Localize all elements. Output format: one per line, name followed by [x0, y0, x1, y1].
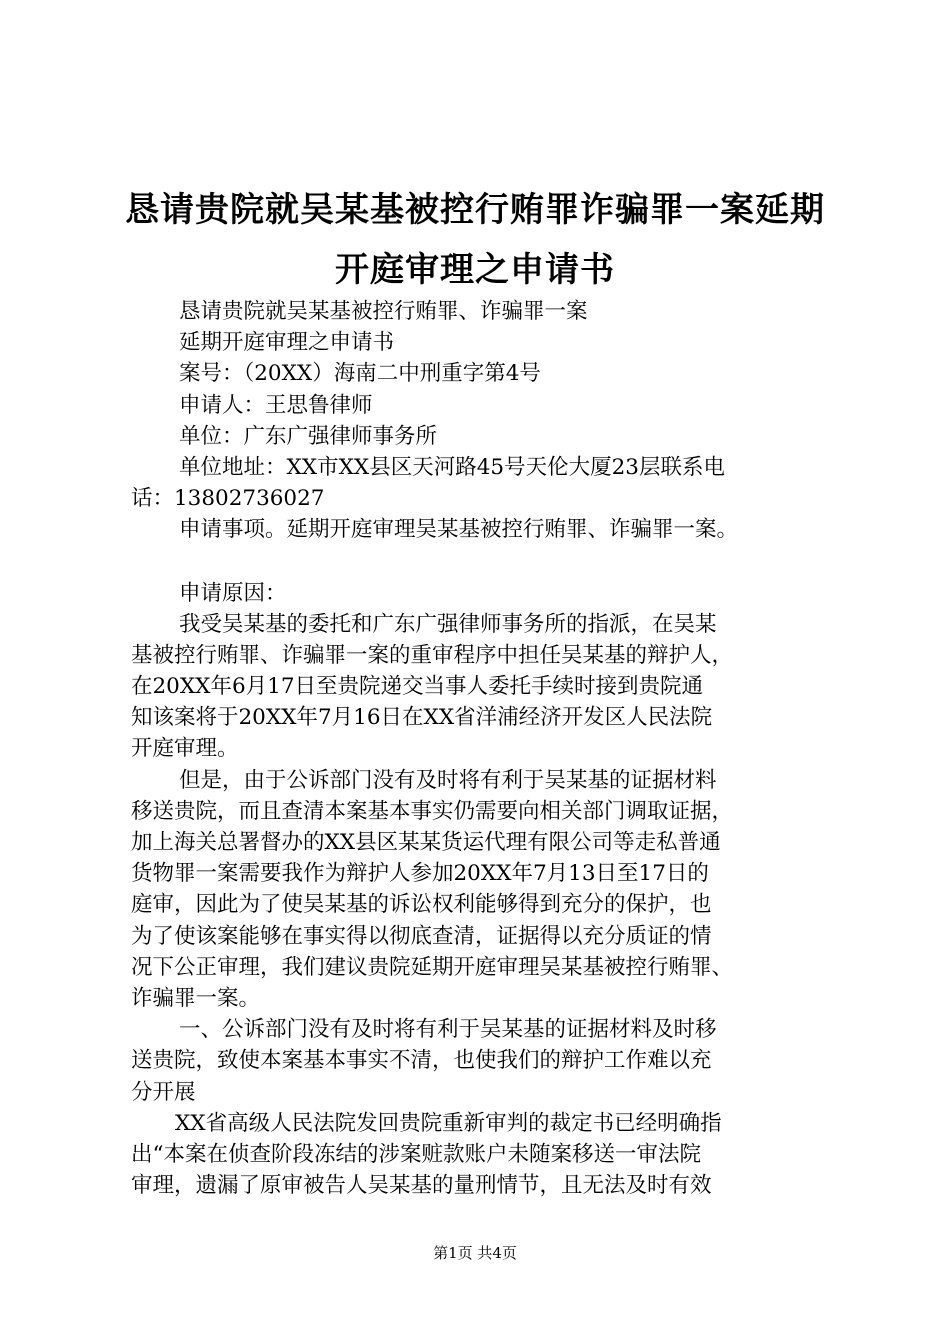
paragraph-1-line-5: 开庭审理。 [131, 736, 239, 762]
paragraph-2-line-6: 为了使该案能够在事实得以彻底查清，证据得以充分质证的情 [131, 923, 712, 949]
paragraph-3-line-3: 分开展 [131, 1079, 196, 1105]
unit: 单位：广东广强律师事务所 [179, 423, 438, 449]
document-title-line-2: 开庭审理之申请书 [335, 250, 615, 290]
paragraph-2-line-5: 庭审，因此为了使吴某基的诉讼权利能够得到充分的保护，也 [131, 892, 712, 918]
paragraph-2-line-1: 但是，由于公诉部门没有及时将有利于吴某基的证据材料 [179, 767, 717, 793]
paragraph-3-line-1: 一、公诉部门没有及时将有利于吴某基的证据材料及时移 [179, 1017, 717, 1043]
paragraph-2-line-7: 况下公正审理，我们建议贵院延期开庭审理吴某基被控行贿罪、 [131, 954, 734, 980]
address-line-2: 话：13802736027 [131, 486, 325, 512]
paragraph-2-line-2: 移送贵院，而且查清本案基本事实仍需要向相关部门调取证据， [131, 798, 734, 824]
page-number-footer: 第1页 共4页 [433, 1244, 517, 1262]
document-title-line-1: 恳请贵院就吴某基被控行贿罪诈骗罪一案延期 [125, 190, 825, 230]
address-line-1: 单位地址：XX市XX县区天河路45号天伦大厦23层联系电 [179, 454, 725, 480]
paragraph-3-line-2: 送贵院，致使本案基本事实不清，也使我们的辩护工作难以充 [131, 1048, 712, 1074]
paragraph-1-line-3: 在20XX年6月17日至贵院递交当事人委托手续时接到贵院通 [131, 674, 704, 700]
paragraph-4-line-3: 审理，遗漏了原审被告人吴某基的量刑情节，且无法及时有效 [131, 1173, 712, 1199]
heading-line-2: 延期开庭审理之申请书 [179, 330, 395, 356]
paragraph-2-line-8: 诈骗罪一案。 [131, 985, 261, 1011]
paragraph-1-line-4: 知该案将于20XX年7月16日在XX省洋浦经济开发区人民法院 [131, 705, 713, 731]
reason-heading: 申请原因： [179, 580, 287, 606]
paragraph-1-line-1: 我受吴某基的委托和广东广强律师事务所的指派，在吴某 [179, 611, 717, 637]
case-number: 案号：（20XX）海南二中刑重字第4号 [179, 361, 541, 387]
paragraph-4-line-2: 出“本案在侦查阶段冻结的涉案赃款账户未随案移送一审法院 [131, 1141, 701, 1167]
paragraph-4-line-1: XX省高级人民法院发回贵院重新审判的裁定书已经明确指 [175, 1110, 722, 1136]
paragraph-1-line-2: 基被控行贿罪、诈骗罪一案的重审程序中担任吴某基的辩护人， [131, 642, 734, 668]
application-matter: 申请事项。延期开庭审理吴某基被控行贿罪、诈骗罪一案。 [179, 517, 739, 543]
heading-line-1: 恳请贵院就吴某基被控行贿罪、诈骗罪一案 [179, 299, 588, 324]
paragraph-2-line-3: 加上海关总署督办的XX县区某某货运代理有限公司等走私普通 [131, 830, 721, 855]
document-body [131, 296, 831, 1201]
applicant: 申请人：王思鲁律师 [179, 392, 373, 418]
blank-line [131, 546, 831, 578]
paragraph-2-line-4: 货物罪一案需要我作为辩护人参加20XX年7月13日至17日的 [131, 861, 709, 887]
